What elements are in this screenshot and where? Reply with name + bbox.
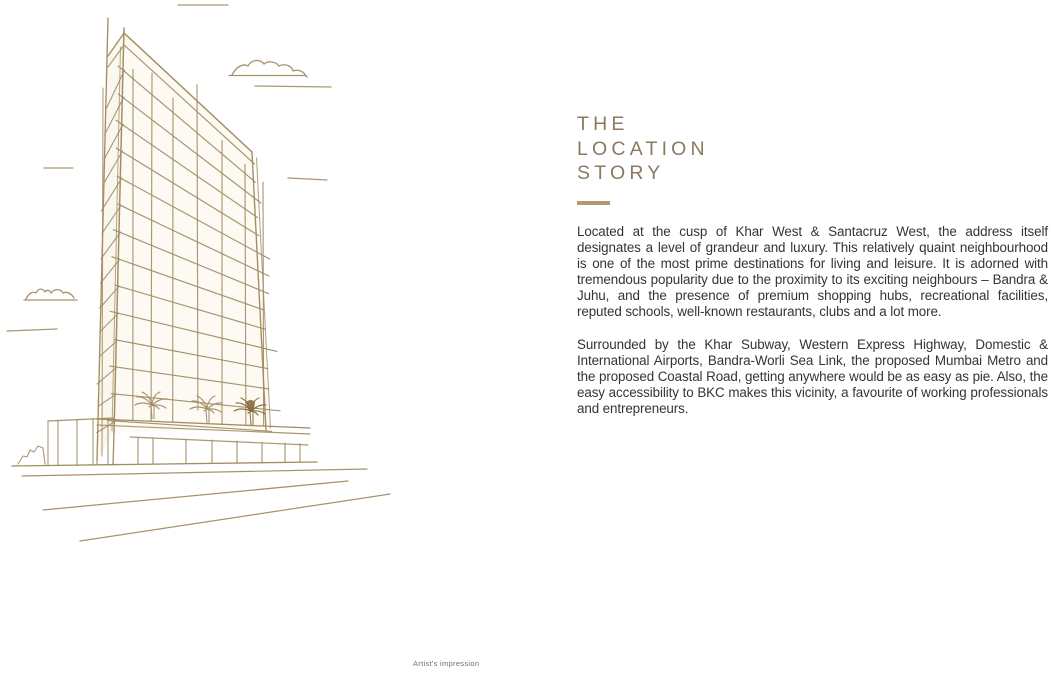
paragraph-connectivity: Surrounded by the Khar Subway, Western Express Highway, Domestic & International Airports, Bandra-Worli Sea Link, the proposed Mumbai Metro and the proposed Coastal Road, getting anywhere would be as easy as pie. Also, the easy accessibility to BKC makes this vicinity, a favourite of working professionals and entrepreneurs. (577, 337, 1048, 417)
artists-impression-caption: Artist's impression (413, 659, 480, 668)
heading-divider (577, 201, 610, 205)
page-title (577, 112, 1048, 186)
paragraph-location-intro: Located at the cusp of Khar West & Santacruz West, the address itself designates a level of grandeur and luxury. This relatively quaint neighbourhood is one of the most prime destinations for living and leisure. It is adorned with tremendous popularity due to the proximity to its exciting neighbours – Bandra & Juhu, and the presence of premium shopping hubs, recreational facilities, reputed schools, well-known restaurants, clubs and a lot more. (577, 223, 1048, 319)
page-title-line: THE (577, 113, 629, 135)
building-sketch-illustration (0, 0, 420, 677)
street-lines (43, 481, 390, 541)
page-title-line: LOCATION (577, 137, 709, 160)
location-story-section (577, 112, 1048, 418)
page-title-line: STORY (577, 162, 665, 184)
